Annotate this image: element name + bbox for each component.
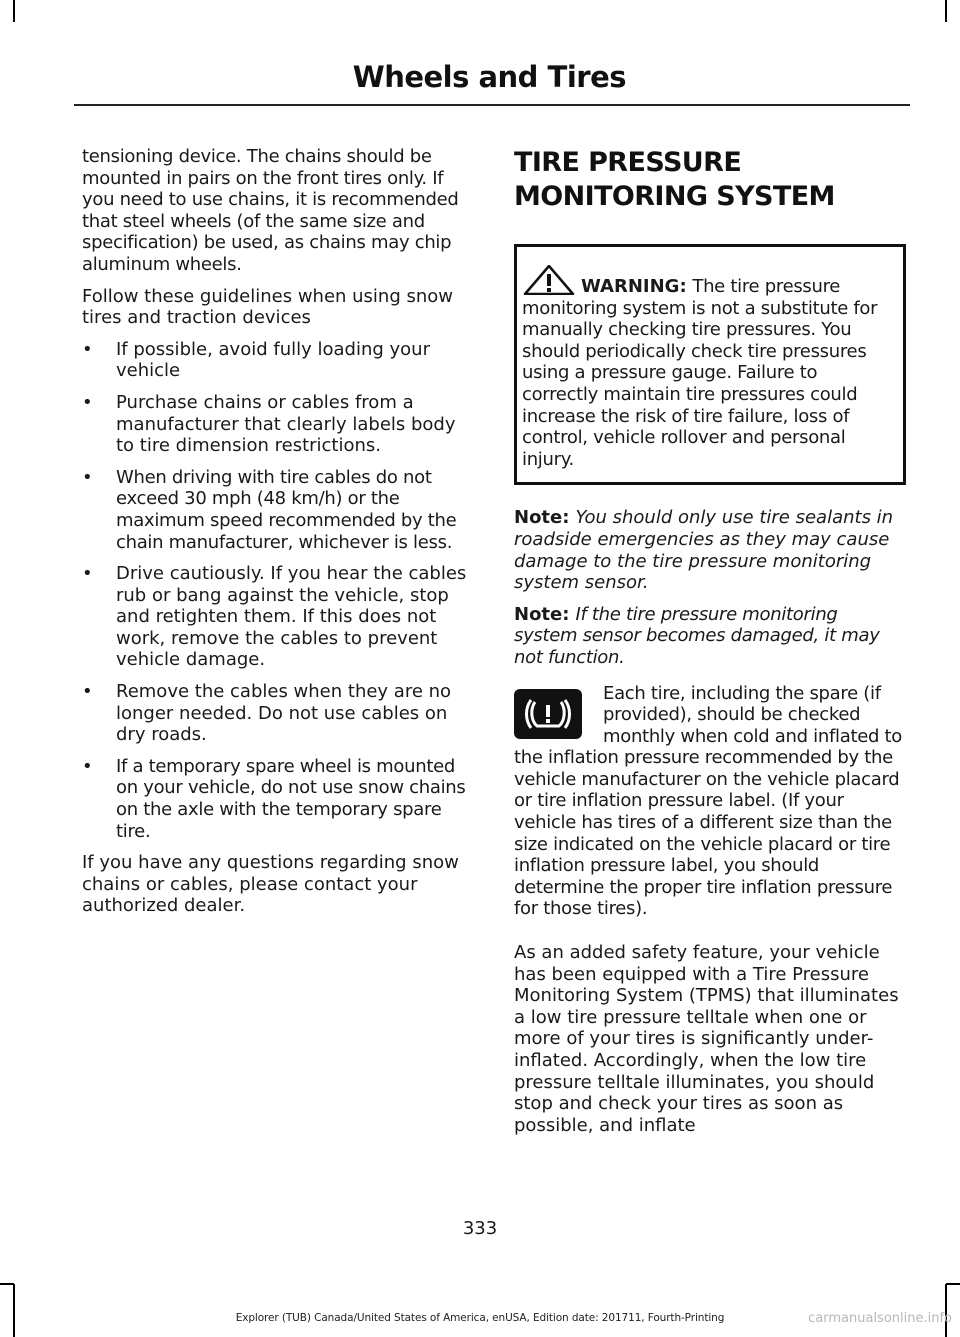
crop-mark-bottom-left	[13, 1284, 15, 1337]
page-number: 333	[462, 1218, 498, 1239]
bullet-icon: •	[82, 466, 93, 488]
crop-mark-bottom-left-h	[0, 1283, 14, 1285]
closing-paragraph: If you have any questions regarding snow chains or cables, please contact your authorized dealer.	[82, 852, 459, 917]
intro-paragraph: tensioning device. The chains should be mounted in pairs on the front tires only. If you need to use chains, it is recommended that steel wheels (of the same size and specification) be used, as chains may chip aluminum wheels.	[82, 146, 459, 275]
watermark: carmanualsonline.info	[808, 1311, 952, 1326]
section-heading: TIRE PRESSURE MONITORING SYSTEM	[514, 147, 835, 212]
edition-footer: Explorer (TUB) Canada/United States of America, enUSA, Edition date: 201711, Fourth-Printing	[235, 1312, 725, 1324]
left-column	[82, 146, 474, 927]
page-title: Wheels and Tires	[352, 60, 626, 94]
header-divider	[74, 104, 910, 106]
list-item: • Drive cautiously. If you hear the cables rub or bang against the vehicle, stop and retighten them. If this does not work, remove the cables to prevent vehicle damage.	[82, 563, 467, 671]
bullet-icon: •	[82, 563, 93, 585]
safety-paragraph: As an added safety feature, your vehicle has been equipped with a Tire Pressure Monitoring System (TPMS) that illuminates a low tire pressure telltale when one or more of your tires is significantly under-inflated. Accordingly, when the low tire pressure telltale illuminates, you should stop and check your tires as soon as possible, and inflate	[514, 942, 899, 1136]
crop-mark-top-right	[945, 0, 947, 22]
guidelines-lead: Follow these guidelines when using snow tires and traction devices	[82, 285, 454, 329]
note-2: Note: If the tire pressure monitoring system sensor becomes damaged, it may not function.	[514, 603, 880, 668]
crop-mark-top-left	[13, 0, 15, 22]
tpms-paragraph: Each tire, including the spare (if provided), should be checked monthly when cold and inflated to the inflation pressure recommended by the vehicle manufacturer on the vehicle placard or tire inflation pressure label. (If your vehicle has tires of a different size than the size indicated on the vehicle placard or tire inflation pressure label, you should determine the proper tire inflation pressure for those tires).	[514, 682, 903, 920]
guidelines-list	[82, 339, 474, 842]
right-column	[514, 146, 906, 1146]
warning-triangle-icon	[523, 265, 575, 295]
bullet-icon: •	[82, 755, 93, 777]
note-1: Note: You should only use tire sealants in roadside emergencies as they may cause damage to the tire pressure monitoring system sensor.	[514, 507, 894, 594]
list-item: • When driving with tire cables do not exceed 30 mph (48 km/h) or the maximum speed recommended by the chain manufacturer, whichever is less.	[82, 466, 457, 553]
list-item: • Purchase chains or cables from a manufacturer that clearly labels body to tire dimension restrictions.	[82, 391, 456, 457]
list-item: • Remove the cables when they are no longer needed. Do not use cables on dry roads.	[82, 681, 452, 746]
list-item: • If possible, avoid fully loading your vehicle	[82, 338, 430, 382]
warning-text: The tire pressure monitoring system is not a substitute for manually checking tire pressures. You should periodically check tire pressures using a pressure gauge. Failure to correctly maintain tire pressures could increase the risk of tire failure, loss of control, vehicle rollover and personal injury.	[522, 276, 878, 470]
warning-label: WARNING:	[581, 276, 687, 297]
bullet-icon: •	[82, 338, 93, 360]
crop-mark-bottom-right-h	[946, 1283, 960, 1285]
tpms-telltale-icon	[514, 689, 582, 739]
bullet-icon: •	[82, 681, 93, 703]
warning-box	[514, 244, 906, 485]
list-item: • If a temporary spare wheel is mounted on your vehicle, do not use snow chains on the axle with the temporary spare tire.	[82, 755, 466, 842]
bullet-icon: •	[82, 391, 93, 413]
